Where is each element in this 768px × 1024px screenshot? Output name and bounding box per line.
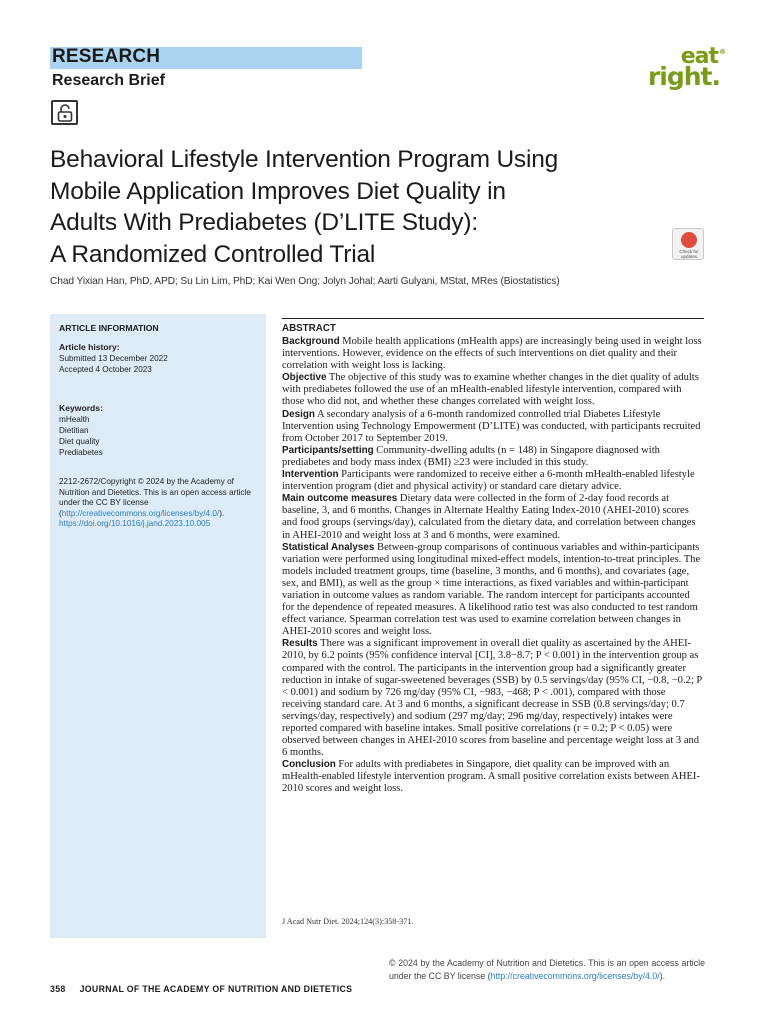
article-title <box>50 144 670 270</box>
history-label: Article history: <box>59 342 120 352</box>
logo-bottom-text: right. <box>647 62 720 91</box>
license-link[interactable]: http://creativecommons.org/licenses/by/4.0/ <box>61 508 220 518</box>
abstract-conclusion <box>282 759 704 795</box>
abstract-heading: ABSTRACT <box>282 323 336 334</box>
abstract-participants <box>282 445 704 469</box>
abstract-text: For adults with prediabetes in Singapore, diet quality can be improved with an mHealth-enabled lifestyle intervention program. A small positive correlation exists between AHEI-2010 scores and weight loss. <box>282 759 700 795</box>
copyright-text: 2212-2672/Copyright © 2024 by the Academy of Nutrition and Dietetics. This is an open access article under the CC BY license ( <box>59 477 251 518</box>
abstract-label: Main outcome measures <box>282 493 398 505</box>
article-info-sidebar <box>50 314 266 938</box>
logo-top-text: eat <box>680 44 718 69</box>
footer-license-link[interactable]: http://creativecommons.org/licenses/by/4.0/ <box>490 971 660 982</box>
abstract-label: Participants/setting <box>282 444 374 456</box>
submitted-date: Submitted 13 December 2022 <box>59 354 168 363</box>
abstract-label: Design <box>282 408 315 420</box>
abstract-background <box>282 336 704 372</box>
abstract-text: The objective of this study was to examine whether changes in the diet quality of adults with prediabetes followed the use of an mHealth-enabled lifestyle intervention, compared with those who did not, and whether these changes correlated with weight loss. <box>282 372 699 408</box>
title-line: A Randomized Controlled Trial <box>50 240 376 268</box>
keywords-label: Keywords: <box>59 403 103 413</box>
abstract-objective <box>282 372 704 408</box>
subsection-label: Research Brief <box>52 72 165 89</box>
abstract-label: Objective <box>282 372 327 384</box>
footer-license-text: © 2024 by the Academy of Nutrition and Dietetics. This is an open access article under the CC BY license ( <box>389 958 705 982</box>
abstract-body <box>282 336 704 796</box>
abstract-outcomes <box>282 493 704 541</box>
abstract-design <box>282 409 704 445</box>
abstract-text: Participants were randomized to receive either a 6-month mHealth-enabled lifestyle intervention program (diet and physical activity) or standard care dietary advice. <box>282 469 695 493</box>
abstract-text: A secondary analysis of a 6-month randomized controlled trial Diabetes Lifestyle Intervention using Technology Empowerment (D’LITE) was conducted, with participants recruited from October 2017 to September 2019. <box>282 408 701 444</box>
title-line: Mobile Application Improves Diet Quality in <box>50 177 506 205</box>
doi-link[interactable]: https://doi.org/10.1016/j.jand.2023.10.005 <box>59 519 211 528</box>
open-access-lock-icon <box>51 100 78 125</box>
title-line: Adults With Prediabetes (D’LITE Study): <box>50 209 478 236</box>
accepted-date: Accepted 4 October 2023 <box>59 365 152 374</box>
eatright-logo[interactable] <box>647 44 726 92</box>
title-line: Behavioral Lifestyle Intervention Program Using <box>50 146 559 173</box>
abstract-statistics <box>282 542 704 639</box>
abstract-label: Results <box>282 638 318 650</box>
abstract-text: There was a significant improvement in overall diet quality as ascertained by the AHEI-2010, by 6.2 points (95% confidence interval [CI], 3.8−8.7; P < 0.001) in the intervention group as compared with the control. The participants in the intervention group had a significantly greater reduction in intake of sugar-sweetened beverages (SSB) by 0.5 servings/day (95% CI, −0.8, −0.2; P < 0.001) and sodium by 726 mg/day (95% CI, −983, −468; P < .001), compared with those receiving standard care. At 3 and 6 months, a significant decrease in SSB (0.8 servings/day; 0.7 servings/day, respectively) and sodium (297 mg/day; 296 mg/day, respectively) intakes were reported compared with baseline intakes. Small positive correlations (r = 0.2; P < 0.05) were observed between changes in AHEI-2010 scores from baseline and percentage weight loss at 3 and 6 months. <box>282 638 702 759</box>
abstract-text: Community-dwelling adults (n = 148) in Singapore diagnosed with prediabetes and body mass index (BMI) ≥23 were included in this study. <box>282 444 660 468</box>
crossmark-circle <box>681 232 697 248</box>
keyword-item: Diet quality <box>59 437 100 446</box>
footer-license <box>389 957 705 983</box>
abstract-text: Between-group comparisons of continuous variables and within-participants variation were performed using longitudinal mixed-effect models, intention-to-treat principles. The models included treatment groups, time (baseline, 3 months, and 6 months), and covariates (age, sex, and BMI), as well as the group × time interactions, as fixed variables and within-participant variation in outcome values as random variable. The random intercept for participants accounted for the dependence of repeated measures. A likelihood ratio test was also conducted to test random effect variance. Spearman correlation test was used to examine correlation between changes in AHEI-2010 scores and weight loss. <box>282 541 701 638</box>
page-footer <box>50 984 352 994</box>
abstract-label: Conclusion <box>282 759 336 771</box>
crossmark-icon[interactable] <box>672 228 704 260</box>
journal-name: JOURNAL OF THE ACADEMY OF NUTRITION AND DIETETICS <box>79 984 353 994</box>
abstract-text: Mobile health applications (mHealth apps) are increasingly being used in weight loss interventions. However, evidence on the effects of such interventions on diet quality and their correlation with weight loss is lacking. <box>282 336 702 372</box>
abstract-intervention <box>282 469 704 493</box>
crossmark-label: Check for updates <box>679 249 699 259</box>
journal-citation: J Acad Nutr Diet. 2024;124(3):358-371. <box>282 917 414 926</box>
keyword-item: Prediabetes <box>59 448 103 457</box>
footer-license-close: ). <box>659 971 666 982</box>
copyright-close: ). <box>219 508 225 518</box>
abstract-label: Background <box>282 336 340 347</box>
logo-registered-mark: ® <box>719 48 726 56</box>
abstract-results <box>282 638 704 759</box>
abstract-rule <box>282 318 704 319</box>
article-info-heading: ARTICLE INFORMATION <box>59 323 159 333</box>
abstract-label: Statistical Analyses <box>282 541 375 553</box>
keyword-item: mHealth <box>59 415 90 424</box>
copyright-notice <box>59 477 259 530</box>
author-list: Chad Yixian Han, PhD, APD; Su Lin Lim, PhD; Kai Wen Ong; Jolyn Johal; Aarti Gulyani, MStat, MRes (Biostatistics) <box>50 276 560 287</box>
keyword-item: Dietitian <box>59 426 89 435</box>
abstract-label: Intervention <box>282 469 339 481</box>
abstract-text: Dietary data were collected in the form of 2-day food records at baseline, 3, and 6 months. Changes in Alternate Healthy Eating Index-2010 (AHEI-2010) scores and food groups (servings/day), calculated from the dietary data, and correlation between changes in AHEI-2010 and weight loss at 3 and 6 months, were examined. <box>282 493 696 541</box>
section-label: RESEARCH <box>52 46 161 67</box>
page-number: 358 <box>50 984 66 994</box>
